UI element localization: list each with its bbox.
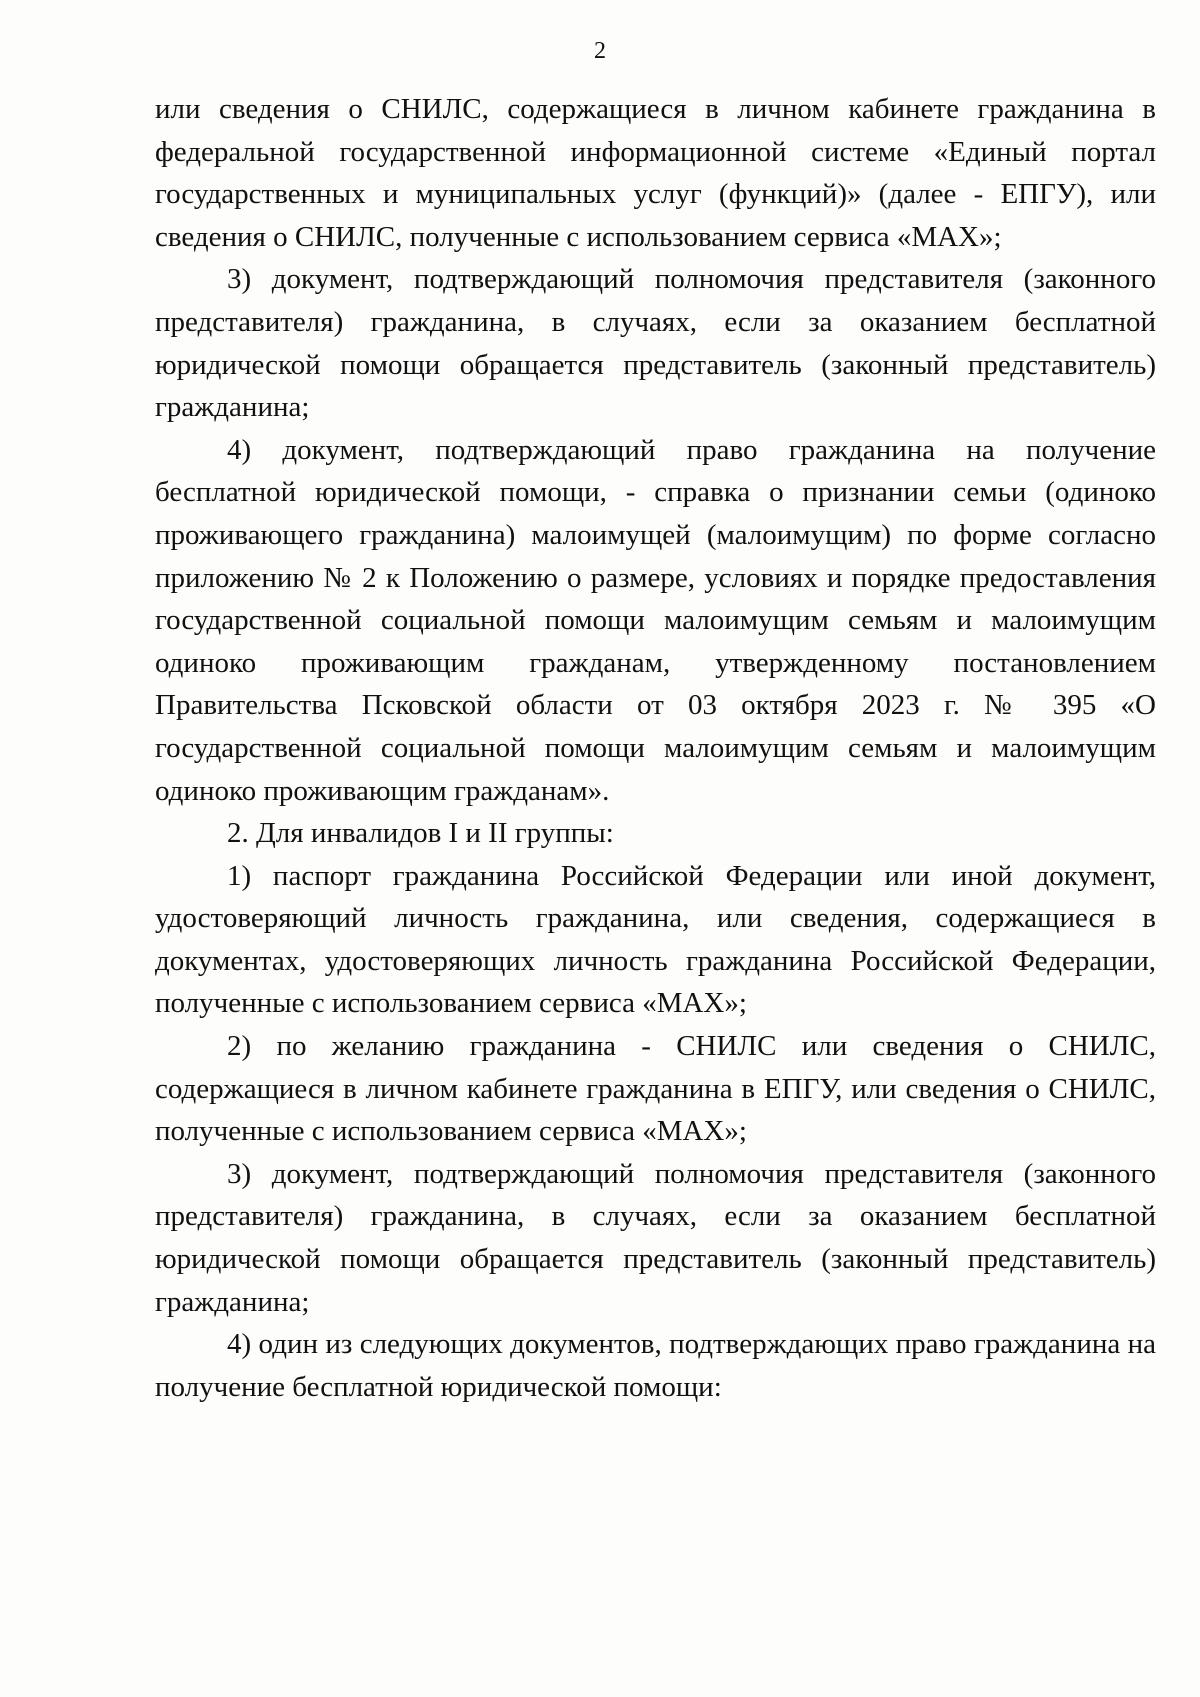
paragraph-item-1-passport: 1) паспорт гражданина Российской Федерации или иной документ, удостоверяющий личность гражданина, или сведения, содержащиеся в документах, удостоверяющих личность гражданина Российской Федерации, полученные с использованием сервиса «МАХ»; (155, 859, 1156, 1020)
page-number: 2 (594, 38, 606, 64)
paragraph-snils-continuation: или сведения о СНИЛС, содержащиеся в личном кабинете гражданина в федеральной государственной информационной системе «Единый портал государственных и муниципальных услуг (функций)» (далее - ЕПГУ), или сведения о СНИЛС, полученные с использованием сервиса «МАХ»; (155, 93, 1156, 253)
document-body (155, 88, 1156, 1408)
paragraph-item-4-low-income-certificate: 4) документ, подтверждающий право гражданина на получение бесплатной юридической помощи, - справка о признании семьи (одиноко проживающего гражданина) малоимущей (малоимущим) по форме согласно приложению № 2 к Положению о размере, условиях и порядке предоставления государственной социальной помощи малоимущим семьям и малоимущим одиноко проживающим гражданам, утвержденному постановлением Правительства Псковской области от 03 октября 2023 г. № 395 «О государственной социальной помощи малоимущим семьям и малоимущим одиноко проживающим гражданам». (155, 433, 1156, 807)
paragraph-item-2-snils: 2) по желанию гражданина - СНИЛС или сведения о СНИЛС, содержащиеся в личном кабинете гражданина в ЕПГУ, или сведения о СНИЛС, полученные с использованием сервиса «МАХ»; (155, 1030, 1156, 1148)
paragraph-item-3-representative: 3) документ, подтверждающий полномочия представителя (законного представителя) гражданина, в случаях, если за оказанием бесплатной юридической помощи обращается представитель (законный представитель) гражданина; (155, 263, 1156, 424)
paragraph-item-4-documents-list: 4) один из следующих документов, подтверждающих право гражданина на получение бесплатной юридической помощи: (155, 1328, 1156, 1403)
paragraph-section-2-heading: 2. Для инвалидов I и II группы: (227, 817, 614, 850)
paragraph-item-3-representative-disabled: 3) документ, подтверждающий полномочия представителя (законного представителя) гражданина, в случаях, если за оказанием бесплатной юридической помощи обращается представитель (законный представитель) гражданина; (155, 1157, 1156, 1318)
